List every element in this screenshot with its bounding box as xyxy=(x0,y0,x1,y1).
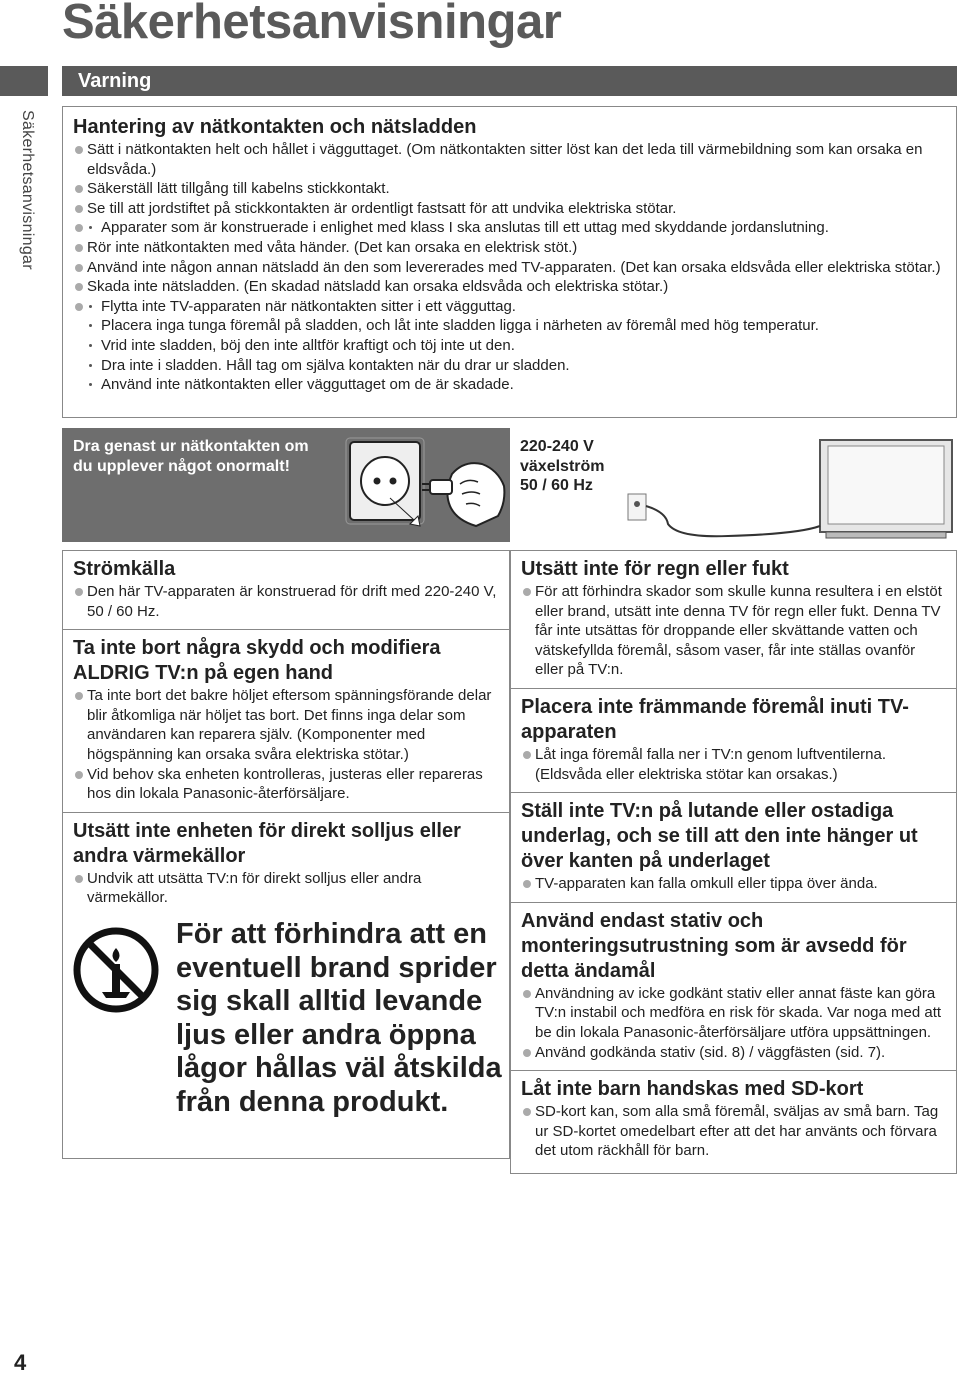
unplug-warning-text xyxy=(73,437,343,476)
section-heading: Låt inte barn handskas med SD-kort xyxy=(521,1078,864,1101)
sub-bullet-list xyxy=(73,297,946,395)
right-sections-4 xyxy=(511,1070,956,1161)
sub-bullet-list xyxy=(73,218,946,238)
section-heading: Ställ inte TV:n på lutande eller ostadiga underlag, och se till att den inte hänger ut över kanten på underlaget xyxy=(521,800,918,873)
right-sections-0 xyxy=(511,557,956,680)
section-heading: Utsätt inte enheten för direkt solljus eller andra värmekällor xyxy=(73,819,461,867)
right-column xyxy=(510,550,957,1174)
bullet-list xyxy=(521,874,946,894)
bullet-item: Låt inga föremål falla ner i TV:n genom luftventilerna. (Eldsvåda eller elektriska stötar kan orsakas.) xyxy=(521,745,946,784)
sub-list-wrapper xyxy=(73,218,946,238)
bullet-list xyxy=(73,686,499,804)
section-heading: Använd endast stativ och monteringsutrustning som är avsedd för detta ändamål xyxy=(521,909,907,982)
bullet-item: SD-kort kan, som alla små föremål, sväljas av små barn. Tag ur SD-kortet omedelbart efter att det har använts och förvara det utom räckhåll för barn. xyxy=(521,1102,946,1161)
left-sections-1 xyxy=(63,629,509,804)
sub-bullet-item: Dra inte i sladden. Håll tag om själva kontakten när du drar ur sladden. xyxy=(73,356,946,376)
bullet-item: Den här TV-apparaten är konstruerad för drift med 220-240 V, 50 / 60 Hz. xyxy=(73,582,499,621)
right-sections-1 xyxy=(511,688,956,784)
section-heading: Placera inte främmande föremål inuti TV-apparaten xyxy=(521,695,909,743)
side-section-label: Säkerhetsanvisningar xyxy=(19,110,36,270)
side-tab-bar xyxy=(0,66,48,96)
bullet-list xyxy=(521,745,946,784)
page-number: 4 xyxy=(14,1350,27,1375)
bullet-list xyxy=(73,582,499,621)
bullet-item: Använd inte någon annan nätsladd än den som levererades med TV-apparaten. (Det kan orsaka eldsvåda eller elektriska stötar.) xyxy=(73,258,946,278)
bullet-list xyxy=(73,869,499,908)
right-sections-2 xyxy=(511,792,956,894)
section-heading: Utsätt inte för regn eller fukt xyxy=(521,558,789,580)
bullet-item: Undvik att utsätta TV:n för direkt solljus eller andra värmekällor. xyxy=(73,869,499,908)
voltage-spec xyxy=(520,437,605,496)
no-open-flame-icon xyxy=(72,926,160,1014)
sub-list-wrapper xyxy=(73,297,946,395)
page-title: Säkerhetsanvisningar xyxy=(62,0,562,49)
voltage-line-3: 50 / 60 Hz xyxy=(520,477,593,495)
bullet-item: Rör inte nätkontakten med våta händer. (Det kan orsaka en elektrisk stöt.) xyxy=(73,238,946,258)
mains-bullet-list xyxy=(73,140,946,395)
section-heading: Hantering av nätkontakten och nätsladden xyxy=(73,116,477,138)
unplug-line-1: Dra genast ur nätkontakten om xyxy=(73,438,309,455)
bullet-item: Skada inte nätsladden. (En skadad nätsladd kan orsaka eldsvåda och elektriska stötar.) xyxy=(73,277,946,297)
unplug-line-2: du upplever något onormalt! xyxy=(73,457,290,475)
section-heading: Strömkälla xyxy=(73,558,176,580)
sub-bullet-item: Apparater som är konstruerade i enlighet med klass I ska anslutas till ett uttag med skyddande jordanslutning. xyxy=(73,218,946,238)
tv-with-power-cord-icon xyxy=(620,434,955,540)
bullet-item: För att förhindra skador som skulle kunna resultera i en elstöt eller brand, utsätt inte denna TV för regn eller fukt. Denna TV får inte utsättas för droppande eller skvättande vatten och vätskefyllda föremål, såsom vaser, får inte ställas ovanför eller på TV:n. xyxy=(521,582,946,680)
mains-plug-section xyxy=(62,106,957,418)
section-heading: Ta inte bort några skydd och modifiera ALDRIG TV:n på egen hand xyxy=(73,637,441,685)
sub-bullet-item: Använd inte nätkontakten eller vägguttaget om de är skadade. xyxy=(73,375,946,395)
warning-header: Varning xyxy=(62,66,957,96)
open-flame-warning: För att förhindra att en eventuell brand sprider sig skall alltid levande ljus eller andra öppna lågor hållas väl åtskilda från denna produkt. xyxy=(176,918,502,1118)
voltage-line-2: växelström xyxy=(520,457,605,475)
bullet-item: Se till att jordstiftet på stickkontakten är ordentligt fastsatt för att undvika elektriska stötar. xyxy=(73,199,946,219)
bullet-list xyxy=(521,984,946,1062)
sub-bullet-item: Vrid inte sladden, böj den inte alltför kraftigt och töj inte ut den. xyxy=(73,336,946,356)
bullet-item: Sätt i nätkontakten helt och hållet i vägguttaget. (Om nätkontakten sitter löst kan det leda till värmebildning som kan orsaka en eldsvåda.) xyxy=(73,140,946,179)
bullet-item: Använd godkända stativ (sid. 8) / väggfästen (sid. 7). xyxy=(521,1043,946,1063)
bullet-list xyxy=(521,1102,946,1161)
bullet-list xyxy=(521,582,946,680)
bullet-item: Ta inte bort det bakre höljet eftersom spänningsförande delar blir åtkomliga när höljet tas bort. Det finns inga delar som användaren kan reparera själv. (Komponenter med högspänning kan orsaka svåra elektriska stötar.) xyxy=(73,686,499,764)
bullet-item: Säkerställ lätt tillgång till kabelns stickkontakt. xyxy=(73,179,946,199)
voltage-line-1: 220-240 V xyxy=(520,438,594,455)
sub-bullet-item: Flytta inte TV-apparaten när nätkontakten sitter i ett vägguttag. xyxy=(73,297,946,317)
bullet-item: Användning av icke godkänt stativ eller annat fäste kan göra TV:n instabil och medföra en risk för skada. Var noga med att be din lokala Panasonic-återförsäljare utföra uppsättningen. xyxy=(521,984,946,1043)
right-sections-3 xyxy=(511,902,956,1062)
sub-bullet-item: Placera inga tunga föremål på sladden, och låt inte sladden ligga i närheten av föremål med hög temperatur. xyxy=(73,316,946,336)
left-sections-0 xyxy=(63,557,509,621)
bullet-item: TV-apparaten kan falla omkull eller tippa över ända. xyxy=(521,874,946,894)
bullet-item: Vid behov ska enheten kontrolleras, justeras eller repareras hos din lokala Panasonic-återförsäljare. xyxy=(73,765,499,804)
wall-socket-plug-icon xyxy=(342,436,512,534)
